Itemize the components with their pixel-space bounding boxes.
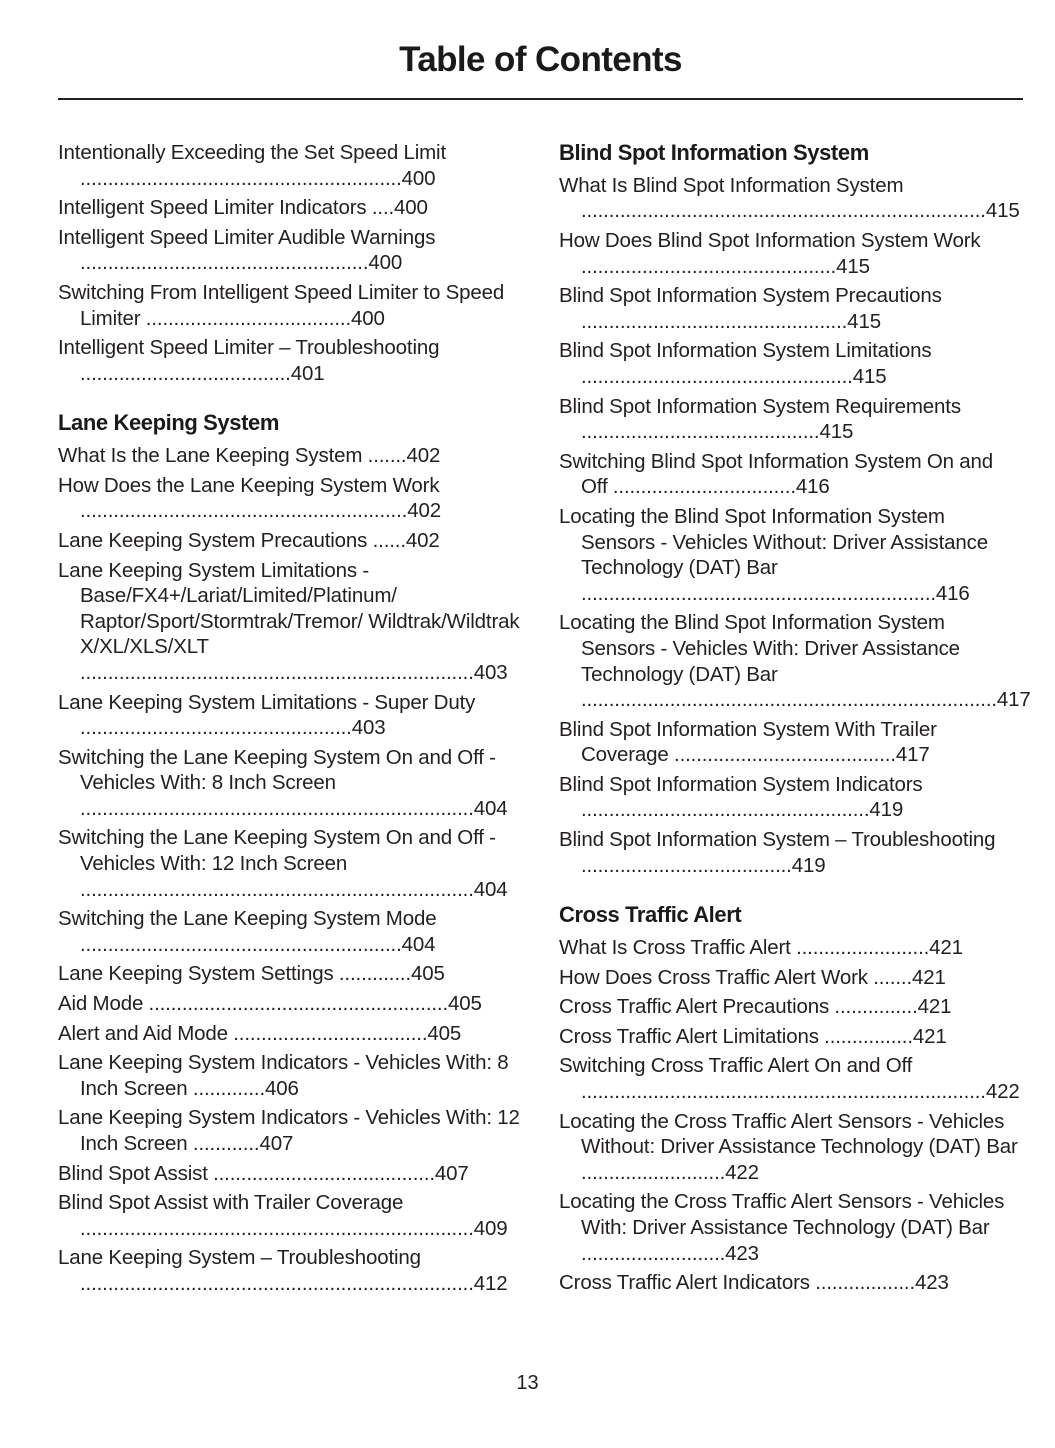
page-footer [0,1372,1055,1395]
toc-right-column [559,140,1031,1301]
toc-entry[interactable]: Aid Mode ......................................................405 [58,992,482,1016]
section-heading-label: Blind Spot Information System [559,140,869,165]
toc-entry[interactable]: Cross Traffic Alert Indicators ..................423 [559,1271,949,1295]
toc-entry[interactable]: Switching the Lane Keeping System Mode ..........................................................404 [58,907,437,956]
header-divider [58,98,1023,100]
section-heading-label: Cross Traffic Alert [559,902,742,928]
toc-entry[interactable]: Lane Keeping System Limitations - Super Duty .................................................403 [58,690,476,740]
section-heading-blind-spot-information-system [559,140,1022,167]
toc-entry[interactable]: Blind Spot Information System Precautions ................................................415 [559,284,942,333]
toc-entry[interactable]: Locating the Cross Traffic Alert Sensors - Vehicles Without: Driver Assistance Technology (DAT) Bar ..........................422 [559,1109,1018,1184]
page-header [58,42,1023,77]
toc-entry[interactable]: Blind Spot Assist ........................................407 [58,1161,469,1185]
toc-entry[interactable]: How Does Blind Spot Information System Work ..............................................415 [559,229,981,278]
toc-entry[interactable]: Blind Spot Information System Indicators ....................................................419 [559,772,923,822]
toc-entry[interactable]: Lane Keeping System Precautions ......402 [58,528,440,552]
toc-entry[interactable]: Locating the Cross Traffic Alert Sensors - Vehicles With: Driver Assistance Technology (DAT) Bar ..........................423 [559,1190,1005,1265]
toc-entry[interactable]: What Is Blind Spot Information System .........................................................................415 [559,173,1020,223]
toc-entry[interactable]: What Is Cross Traffic Alert ........................421 [559,936,963,960]
toc-left-column [58,140,521,1301]
section-heading-lane-keeping-system [58,390,521,437]
page-number: 13 [516,1372,539,1394]
section-heading-label: Lane Keeping System [58,410,280,436]
toc-entry[interactable]: Lane Keeping System Indicators - Vehicles With: 8 Inch Screen .............406 [58,1051,509,1100]
toc-entry[interactable]: Blind Spot Information System – Troubleshooting ......................................419 [559,828,996,877]
toc-entry[interactable]: How Does Cross Traffic Alert Work .......421 [559,965,946,989]
toc-entry[interactable]: Lane Keeping System Limitations - Base/FX4+/Lariat/Limited/Platinum/ Raptor/Sport/Stormtrak/Tremor/ Wildtrak/Wildtrak X/XL/XLS/XLT .......................................................................403 [58,558,520,684]
toc-entry[interactable]: Switching From Intelligent Speed Limiter to Speed Limiter .....................................400 [58,280,505,330]
toc-entry[interactable]: Intelligent Speed Limiter Indicators ....400 [58,196,428,220]
toc-entry[interactable]: Intelligent Speed Limiter – Troubleshooting ......................................401 [58,336,440,385]
toc-entry[interactable]: Switching Cross Traffic Alert On and Off .........................................................................422 [559,1054,1020,1104]
toc-entry[interactable]: Intentionally Exceeding the Set Speed Limit ..........................................................400 [58,141,446,190]
toc-columns [58,140,1031,1301]
toc-entry[interactable]: Lane Keeping System Indicators - Vehicles With: 12 Inch Screen ............407 [58,1106,520,1156]
section-heading-cross-traffic-alert [559,882,1022,929]
toc-entry[interactable]: Blind Spot Information System With Trailer Coverage ........................................417 [559,717,937,767]
toc-entry[interactable]: Switching Blind Spot Information System On and Off .................................416 [559,449,994,499]
toc-entry[interactable]: Intelligent Speed Limiter Audible Warnings ....................................................400 [58,225,436,275]
toc-entry[interactable]: Switching the Lane Keeping System On and Off - Vehicles With: 8 Inch Screen .......................................................................404 [58,745,508,820]
toc-entry[interactable]: What Is the Lane Keeping System .......402 [58,444,441,468]
toc-entry[interactable]: Blind Spot Information System Requirements ...........................................415 [559,394,961,444]
toc-entry[interactable]: How Does the Lane Keeping System Work ...........................................................402 [58,473,441,523]
page-title: Table of Contents [399,40,682,79]
toc-entry[interactable]: Locating the Blind Spot Information System Sensors - Vehicles With: Driver Assistance Technology (DAT) Bar ...........................................................................417 [559,611,1031,712]
toc-entry[interactable]: Switching the Lane Keeping System On and Off - Vehicles With: 12 Inch Screen .......................................................................404 [58,826,508,901]
toc-entry[interactable]: Alert and Aid Mode ...................................405 [58,1021,462,1045]
toc-entry[interactable]: Cross Traffic Alert Limitations ................421 [559,1024,947,1048]
toc-entry[interactable]: Blind Spot Assist with Trailer Coverage .......................................................................409 [58,1191,508,1240]
toc-entry[interactable]: Lane Keeping System Settings .............405 [58,962,445,986]
toc-entry[interactable]: Lane Keeping System – Troubleshooting .......................................................................412 [58,1246,508,1295]
toc-entry[interactable]: Blind Spot Information System Limitations .................................................415 [559,339,932,388]
toc-entry[interactable]: Locating the Blind Spot Information System Sensors - Vehicles Without: Driver Assistance Technology (DAT) Bar ................................................................416 [559,504,988,605]
toc-entry[interactable]: Cross Traffic Alert Precautions ...............421 [559,995,952,1019]
